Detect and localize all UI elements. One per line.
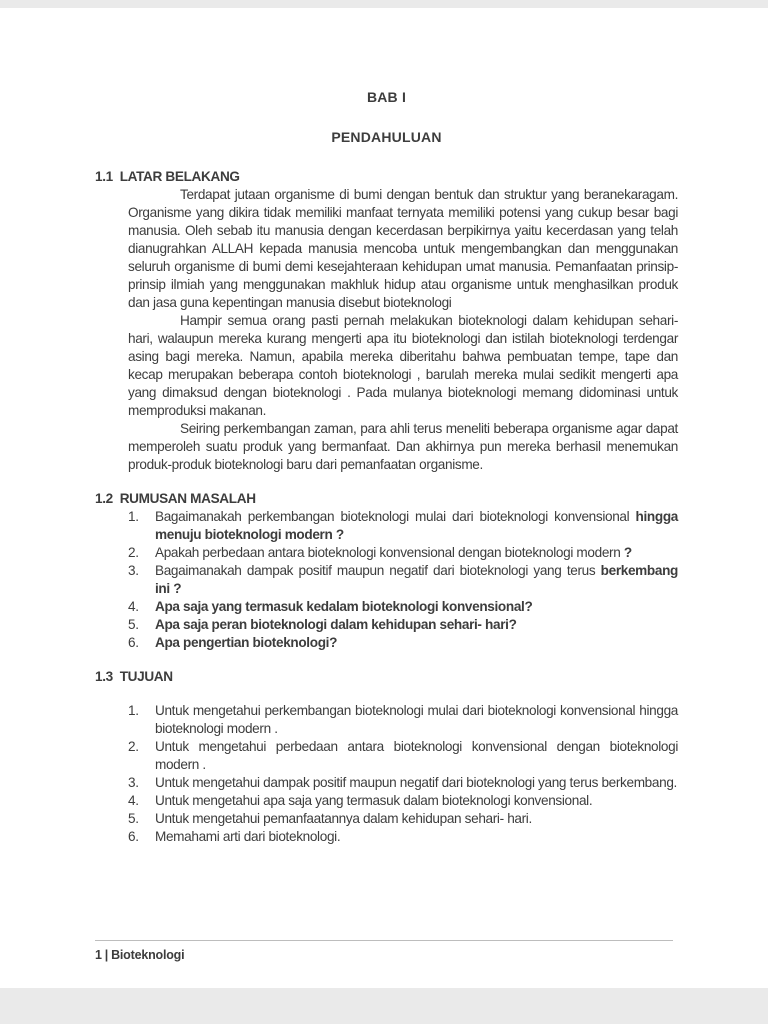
list-item-text (155, 810, 678, 828)
document-page (0, 8, 768, 988)
list-item-number: 5. (128, 811, 139, 826)
footer-page-number: 1 (95, 948, 102, 962)
list-item-text (155, 544, 678, 562)
list-item-text-bold: Apa saja peran bioteknologi dalam kehidupan sehari- hari? (155, 617, 517, 632)
list-item-text (155, 508, 678, 544)
list-item (128, 634, 678, 652)
list-item-text (155, 774, 678, 792)
paragraph: Terdapat jutaan organisme di bumi dengan bentuk dan struktur yang beranekaragam. Organisme yang dikira tidak memiliki manfaat ternyata memiliki potensi yang cukup besar bagi manusia. Oleh sebab itu manusia dengan kecerdasan berpikirnya yaitu kecerdasan yang telah dianugrahkan ALLAH kepada manusia mencoba untuk mengembangkan dan menggunakan seluruh organisme di bumi demi kesejahteraan kehidupan umat manusia. Pemanfaatan prinsip-prinsip ilmiah yang menggunakan makhluk hidup atau organisme untuk menghasilkan produk dan jasa guna kepentingan manusia disebut bioteknologi (128, 187, 678, 310)
list-item (128, 738, 678, 774)
list-item-text (155, 634, 678, 652)
chapter-subtitle: PENDAHULUAN (331, 129, 442, 145)
list-item-text (155, 738, 678, 774)
footer-separator: | (104, 948, 109, 962)
heading-latar-belakang: 1.1 LATAR BELAKANG (95, 169, 240, 184)
list-item-text-bold: Apa pengertian bioteknologi? (155, 635, 338, 650)
tujuan-list (128, 702, 678, 846)
heading-rumusan-masalah: 1.2 RUMUSAN MASALAH (95, 491, 256, 506)
list-item-text-normal: Bagaimanakah perkembangan bioteknologi mulai dari bioteknologi konvensional (155, 509, 636, 524)
list-item-number: 3. (128, 775, 139, 790)
list-item-text-bold: Apa saja yang termasuk kedalam bioteknologi konvensional? (155, 599, 533, 614)
list-item-text-normal: Bagaimanakah dampak positif maupun negatif dari bioteknologi yang terus (155, 563, 601, 578)
list-item (128, 810, 678, 828)
rumusan-masalah-list (128, 508, 678, 652)
heading-tujuan: 1.3 TUJUAN (95, 669, 173, 684)
list-item-text (155, 702, 678, 738)
list-item-number: 4. (128, 793, 139, 808)
list-item-text-normal: Untuk mengetahui perkembangan bioteknologi mulai dari bioteknologi konvensional hingga bioteknologi modern . (155, 703, 678, 736)
list-item-text-normal: Untuk mengetahui dampak positif maupun negatif dari bioteknologi yang terus berkembang. (155, 775, 677, 790)
list-item (128, 544, 678, 562)
chapter-title: BAB I (366, 89, 407, 105)
footer-label: Bioteknologi (111, 948, 185, 962)
list-item-text-normal: Untuk mengetahui apa saja yang termasuk dalam bioteknologi konvensional. (155, 793, 593, 808)
list-item-text (155, 828, 678, 846)
list-item-number: 4. (128, 599, 139, 614)
list-item-text (155, 562, 678, 598)
list-item (128, 598, 678, 616)
list-item-text (155, 792, 678, 810)
list-item-number: 2. (128, 739, 139, 754)
list-item-number: 1. (128, 509, 139, 524)
list-item (128, 828, 678, 846)
list-item-number: 6. (128, 829, 139, 844)
paragraph: Seiring perkembangan zaman, para ahli terus meneliti beberapa organisme agar dapat memperoleh suatu produk yang bermanfaat. Dan akhirnya pun mereka berhasil menemukan produk-produk bioteknologi baru dari pemanfaatan organisme. (128, 421, 678, 472)
list-item-number: 3. (128, 563, 139, 578)
list-item-text-normal: Untuk mengetahui perbedaan antara bioteknologi konvensional dengan bioteknologi modern . (155, 739, 678, 772)
list-item-text-normal: Memahami arti dari bioteknologi. (155, 829, 341, 844)
list-item-text-normal: Apakah perbedaan antara bioteknologi konvensional dengan bioteknologi modern (155, 545, 624, 560)
list-item-text-bold: ? (623, 545, 632, 560)
list-item (128, 774, 678, 792)
list-item (128, 508, 678, 544)
list-item-text-normal: Untuk mengetahui pemanfaatannya dalam kehidupan sehari- hari. (155, 811, 532, 826)
list-item (128, 792, 678, 810)
list-item-number: 6. (128, 635, 139, 650)
paragraph: Hampir semua orang pasti pernah melakukan bioteknologi dalam kehidupan sehari-hari, walaupun mereka kurang mengerti apa itu bioteknologi dan istilah bioteknologi terdengar asing bagi mereka. Namun, apabila mereka diberitahu bahwa pembuatan tempe, tape dan kecap merupakan beberapa contoh bioteknologi , barulah mereka mulai sedikit mengerti apa yang dimaksud dengan bioteknologi . Pada mulanya bioteknologi memang didominasi untuk memproduksi makanan. (128, 313, 678, 418)
list-item (128, 702, 678, 738)
list-item-text-bold: berkembang ini ? (155, 563, 678, 596)
list-item-number: 1. (128, 703, 139, 718)
list-item-text-bold: hingga menuju bioteknologi modern ? (155, 509, 678, 542)
list-item-text (155, 616, 678, 634)
page-footer (95, 940, 673, 964)
list-item-text (155, 598, 678, 616)
list-item (128, 616, 678, 634)
list-item (128, 562, 678, 598)
list-item-number: 2. (128, 545, 139, 560)
list-item-number: 5. (128, 617, 139, 632)
